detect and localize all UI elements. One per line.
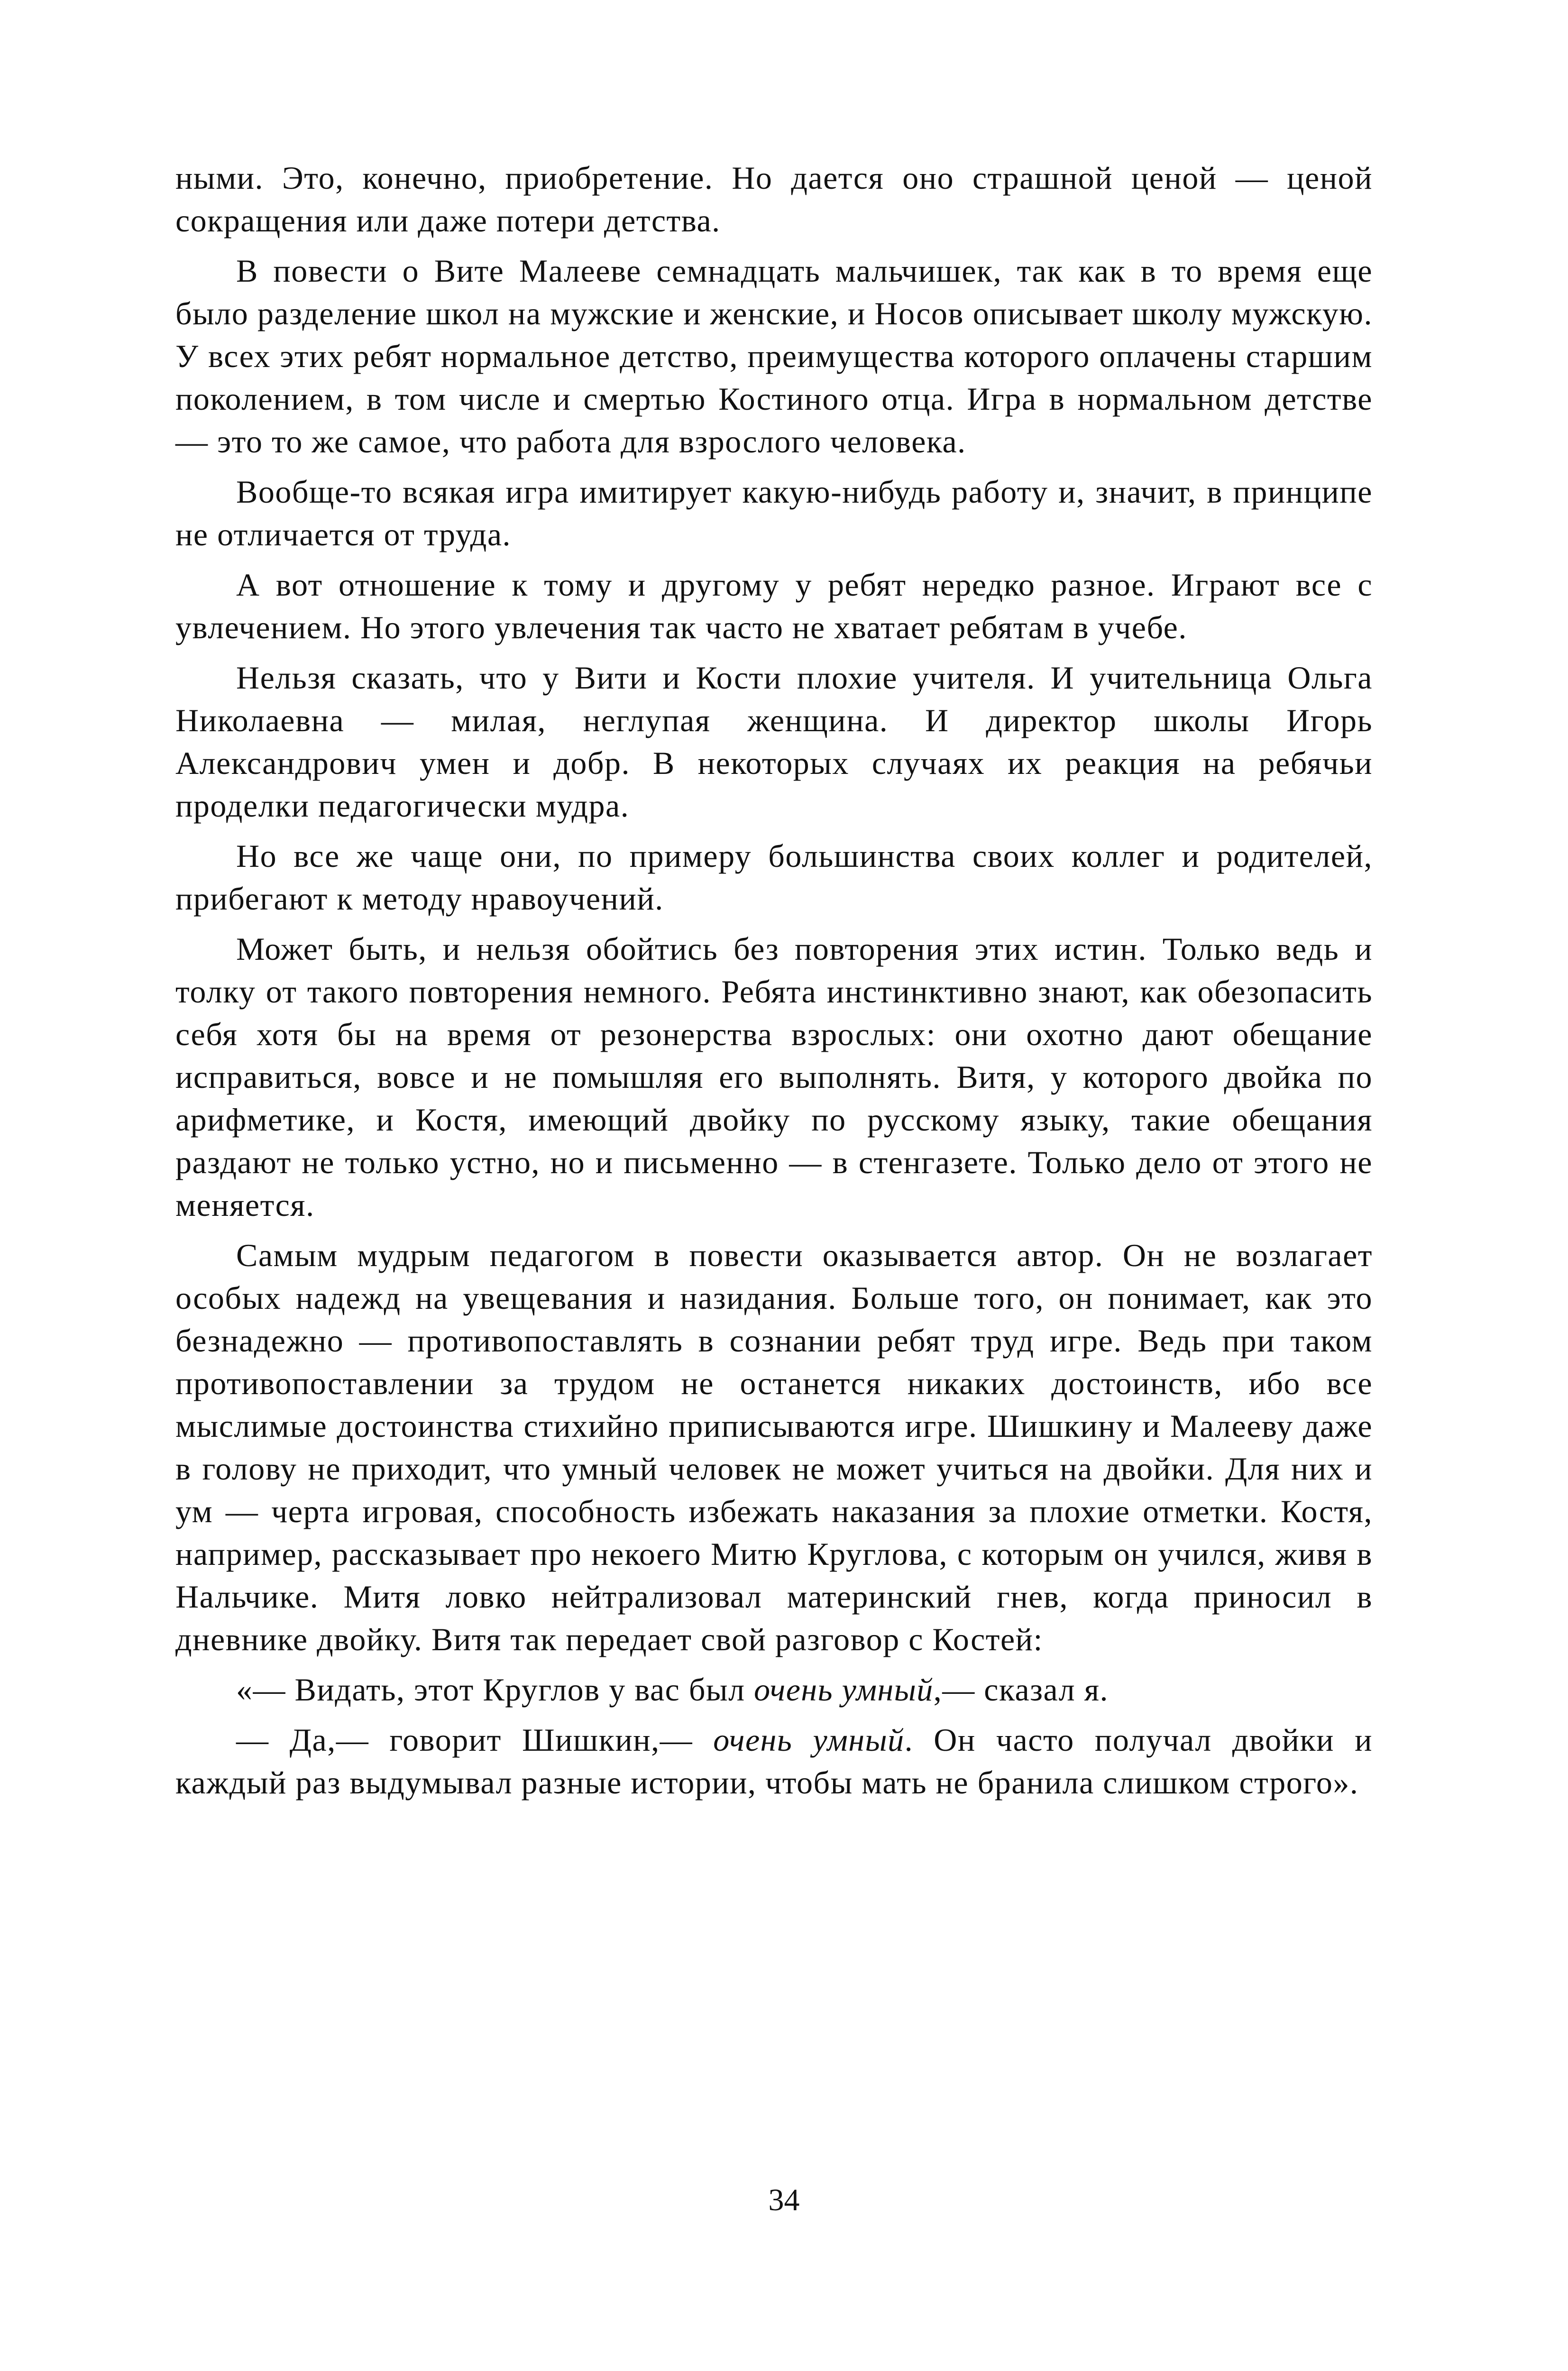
paragraph: Но все же чаще они, по примеру большинства своих коллег и родителей, прибегают к методу нравоучений.	[175, 838, 1373, 917]
paragraph: Нельзя сказать, что у Вити и Кости плохие учителя. И учительница Ольга Николаевна — милая, неглупая женщина. И директор школы Игорь Александрович умен и добр. В некоторых случаях их реакция на ребячьи проделки педагогически мудра.	[175, 660, 1373, 824]
paragraph: А вот отношение к тому и другому у ребят нередко разное. Играют все с увлечением. Но этого увлечения так часто не хватает ребятам в учебе.	[175, 567, 1373, 645]
paragraph: Вообще-то всякая игра имитирует какую-нибудь работу и, значит, в принципе не отличается от труда.	[175, 474, 1373, 552]
paragraph: Самым мудрым педагогом в повести оказывается автор. Он не возлагает особых надежд на увещевания и назидания. Больше того, он понимает, как это безнадежно — противопоставлять в сознании ребят труд игре. Ведь при таком противопоставлении за трудом не останется никаких достоинств, ибо все мыслимые достоинства стихийно приписываются игре. Шишкину и Малееву даже в голову не приходит, что умный человек не может учиться на двойки. Для них и ум — черта игровая, способность избежать наказания за плохие отметки. Костя, например, рассказывает про некоего Митю Круглова, с которым он учился, живя в Нальчике. Митя ловко нейтрализовал материнский гнев, когда приносил в дневнике двойку. Витя так передает свой разговор с Костей:	[175, 1237, 1373, 1657]
quote-text: ,— сказал я.	[933, 1672, 1109, 1708]
quote-emphasis: очень умный	[713, 1722, 905, 1758]
paragraph-continued: ными. Это, конечно, приобретение. Но дается оно страшной ценой — ценой сокращения или даже потери детства.	[175, 160, 1373, 239]
quote-line	[175, 1668, 1373, 1711]
body-text	[175, 156, 1373, 1804]
quote-emphasis: очень умный	[754, 1672, 934, 1708]
quote-text: «— Видать, этот Круглов у вас был	[236, 1672, 754, 1708]
quote-text: . Он часто получал двойки и каждый раз выдумывал разные истории, чтобы мать не бранила слишком строго».	[175, 1722, 1373, 1801]
quote-line	[175, 1719, 1373, 1804]
paragraph: В повести о Вите Малееве семнадцать мальчишек, так как в то время еще было разделение школ на мужские и женские, и Носов описывает школу мужскую. У всех этих ребят нормальное детство, преимущества которого оплачены старшим поколением, в том числе и смертью Костиного отца. Игра в нормальном детстве — это то же самое, что работа для взрослого человека.	[175, 253, 1373, 459]
paragraph: Может быть, и нельзя обойтись без повторения этих истин. Только ведь и толку от такого повторения немного. Ребята инстинктивно знают, как обезопасить себя хотя бы на время от резонерства взрослых: они охотно дают обещание исправиться, вовсе и не помышляя его выполнять. Витя, у которого двойка по арифметике, и Костя, имеющий двойку по русскому языку, такие обещания раздают не только устно, но и письменно — в стенгазете. Только дело от этого не меняется.	[175, 931, 1373, 1223]
page-number: 34	[768, 2183, 800, 2217]
quote-text: — Да,— говорит Шишкин,—	[236, 1722, 714, 1758]
